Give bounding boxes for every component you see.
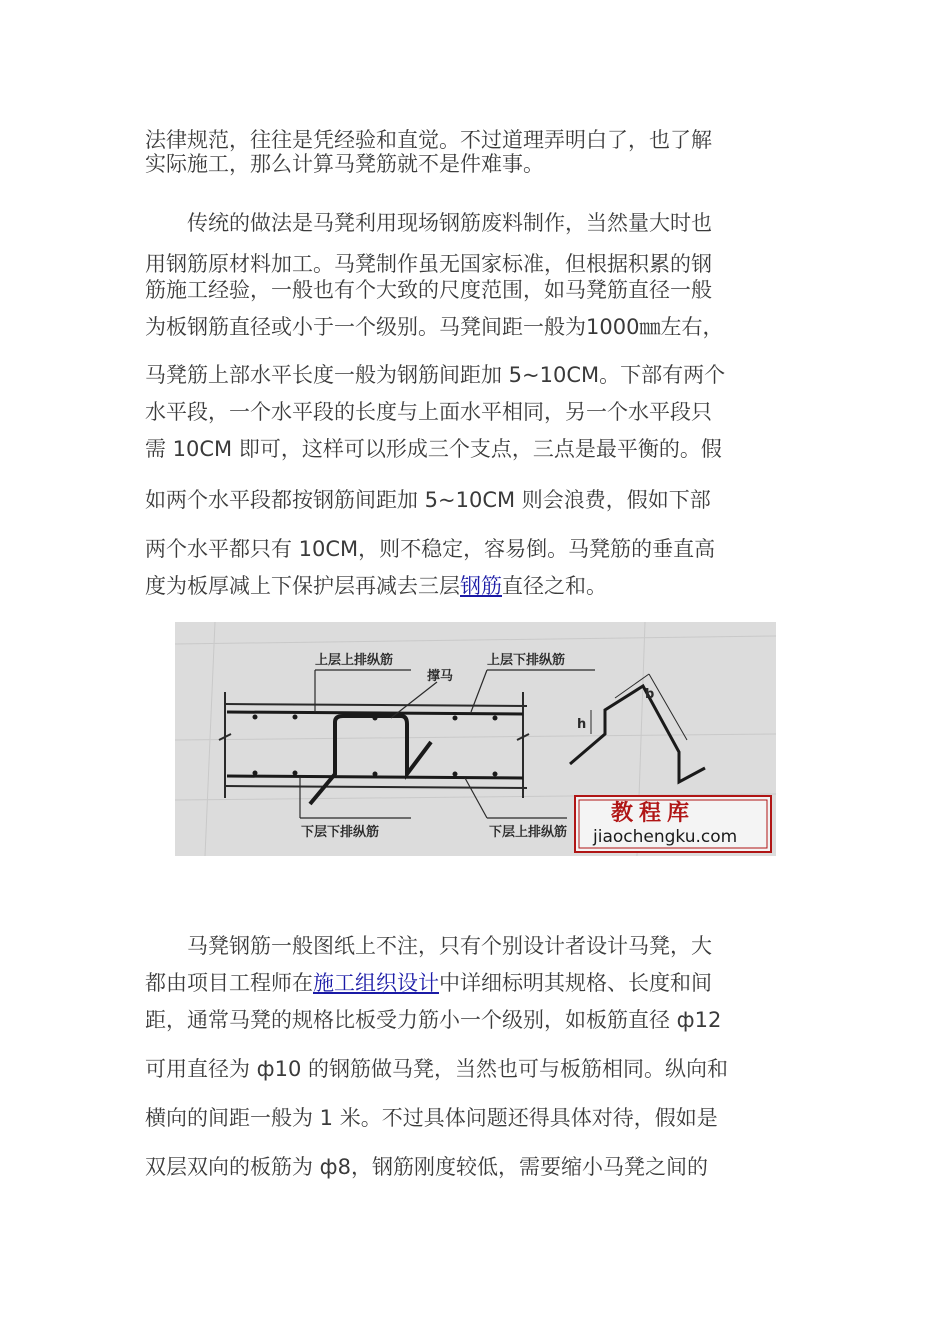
text-line: 马凳钢筋一般图纸上不注，只有个别设计者设计马凳，大 bbox=[145, 934, 712, 958]
text-line: 马凳筋上部水平长度一般为钢筋间距加 5~10CM。下部有两个 bbox=[145, 363, 726, 387]
inline-link[interactable]: 钢筋 bbox=[460, 574, 502, 598]
text-segment: 都由项目工程师在 bbox=[145, 971, 313, 995]
chair-bar bbox=[310, 716, 431, 804]
label-top-lower-rebar: 上层下排纵筋 bbox=[487, 653, 566, 668]
watermark-logo bbox=[575, 796, 771, 852]
inline-link[interactable]: 施工组织设计 bbox=[313, 971, 439, 995]
rebar-diagram bbox=[175, 622, 776, 856]
slab-outline bbox=[219, 692, 529, 798]
text-line: 距，通常马凳的规格比板受力筋小一个级别，如板筋直径 ф12 bbox=[145, 1008, 722, 1032]
text-segment: 中详细标明其规格、长度和间 bbox=[439, 971, 712, 995]
rebar-dots bbox=[253, 715, 498, 777]
rebar-rows bbox=[227, 712, 523, 778]
watermark-text-cn: 教程库 bbox=[611, 800, 696, 826]
text-line: 为板钢筋直径或小于一个级别。马凳间距一般为1000㎜左右， bbox=[145, 315, 724, 339]
text-line: 需 10CM 即可，这样可以形成三个支点，三点是最平衡的。假 bbox=[145, 437, 722, 461]
text-segment: 度为板厚减上下保护层再减去三层 bbox=[145, 574, 460, 598]
text-line: 实际施工，那么计算马凳筋就不是件难事。 bbox=[145, 152, 544, 176]
text-line: 水平段，一个水平段的长度与上面水平相同，另一个水平段只 bbox=[145, 400, 712, 424]
chair-detail bbox=[570, 686, 705, 782]
rebar-diagram-figure bbox=[175, 622, 776, 856]
text-line: 筋施工经验，一般也有个大致的尺度范围，如马凳筋直径一般 bbox=[145, 278, 712, 302]
text-line bbox=[145, 572, 607, 600]
text-line: 双层双向的板筋为 ф8，钢筋刚度较低，需要缩小马凳之间的 bbox=[145, 1155, 708, 1179]
watermark-text-en: jiaochengku.com bbox=[593, 827, 738, 847]
text-line: 两个水平都只有 10CM，则不稳定，容易倒。马凳筋的垂直高 bbox=[145, 537, 716, 561]
dimension-b: b bbox=[645, 687, 655, 702]
text-line: 法律规范，往往是凭经验和直觉。不过道理弄明白了，也了解 bbox=[145, 128, 712, 152]
text-line: 传统的做法是马凳利用现场钢筋废料制作，当然量大时也 bbox=[145, 211, 712, 235]
text-line bbox=[145, 969, 712, 997]
label-top-upper-rebar: 上层上排纵筋 bbox=[315, 653, 394, 668]
dimension-h: h bbox=[577, 717, 587, 732]
text-line: 可用直径为 ф10 的钢筋做马凳，当然也可与板筋相同。纵向和 bbox=[145, 1057, 729, 1081]
text-line: 用钢筋原材料加工。马凳制作虽无国家标准，但根据积累的钢 bbox=[145, 252, 712, 276]
label-bottom-upper-rebar: 下层上排纵筋 bbox=[489, 825, 568, 840]
label-bottom-lower-rebar: 下层下排纵筋 bbox=[301, 825, 380, 840]
text-line: 横向的间距一般为 1 米。不过具体问题还得具体对待，假如是 bbox=[145, 1106, 718, 1130]
label-support: 撑马 bbox=[427, 669, 454, 684]
text-line: 如两个水平段都按钢筋间距加 5~10CM 则会浪费，假如下部 bbox=[145, 488, 711, 512]
text-segment: 直径之和。 bbox=[502, 574, 607, 598]
